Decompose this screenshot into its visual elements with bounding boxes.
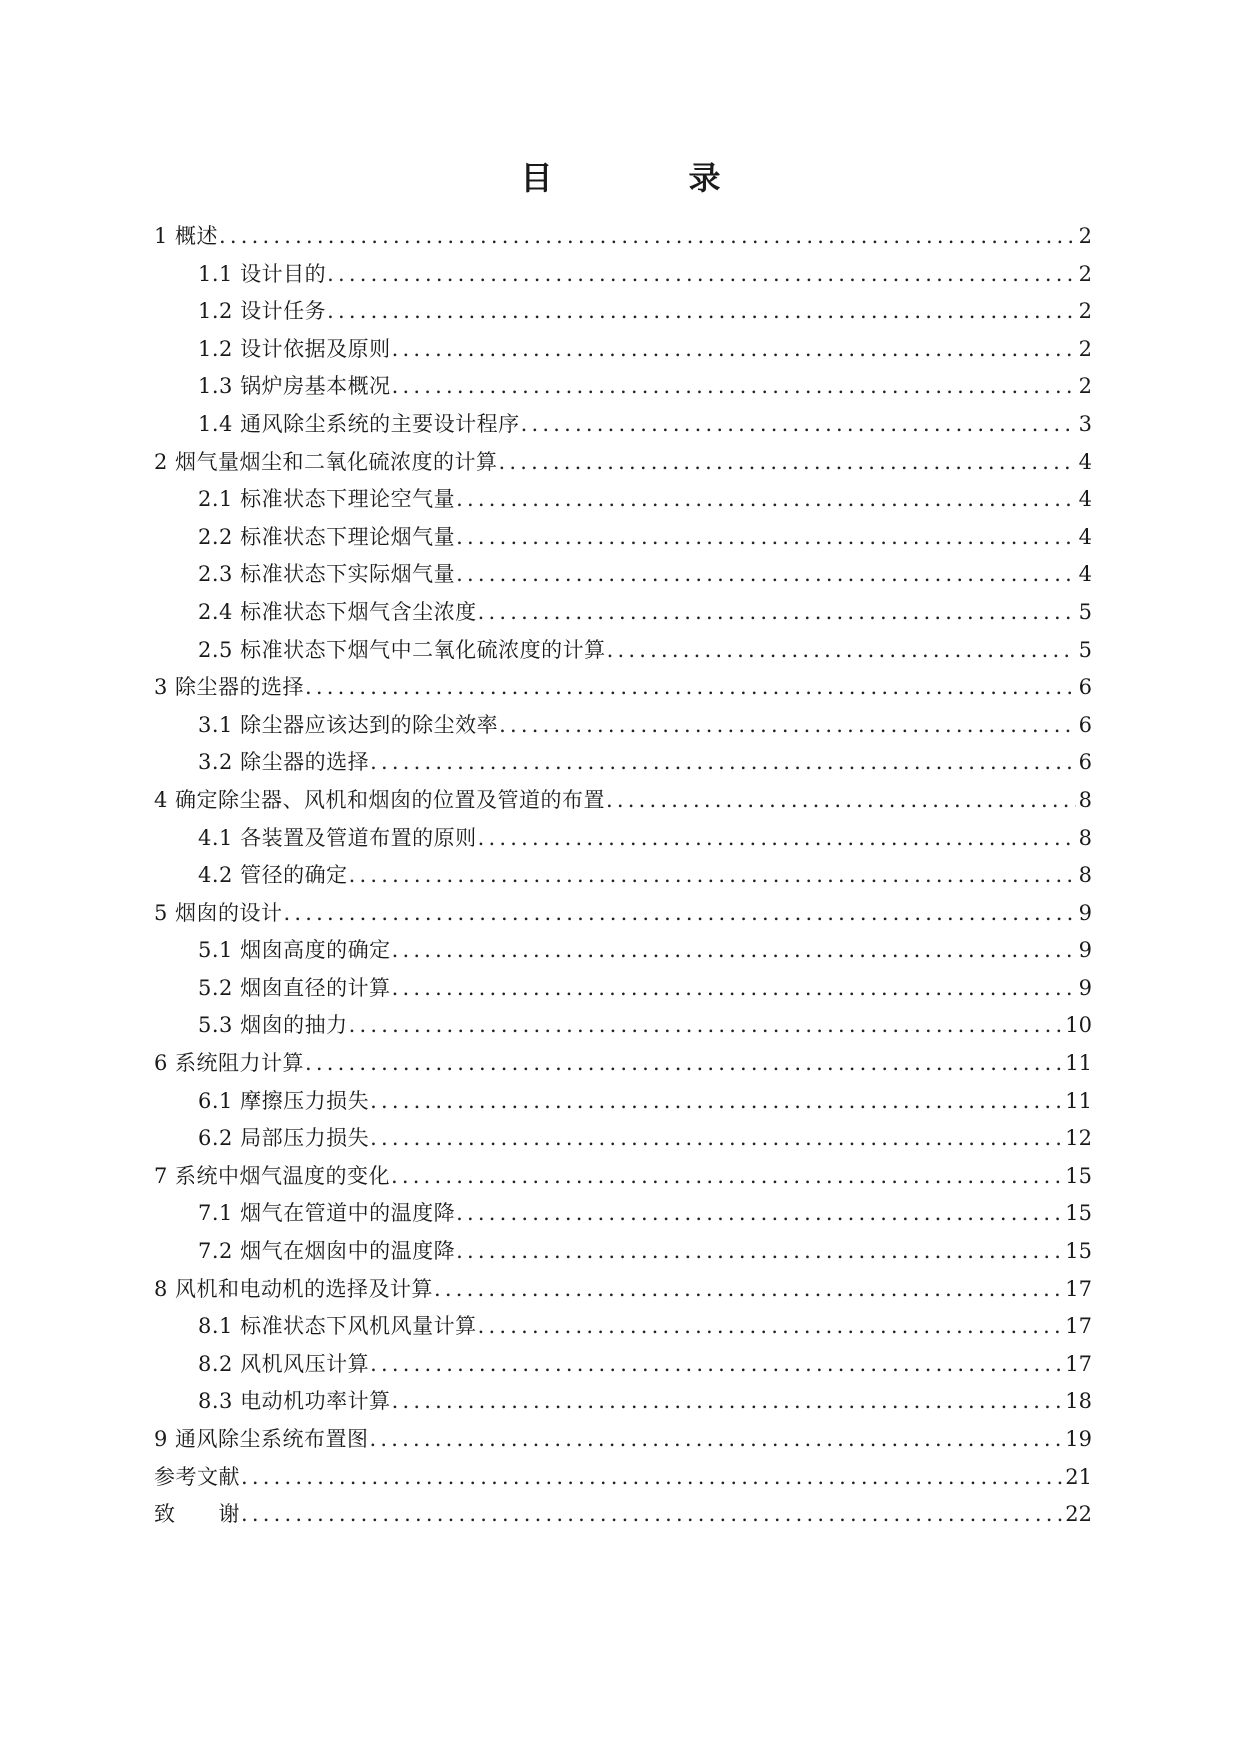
toc-chapter-entry[interactable]	[154, 1271, 1092, 1309]
toc-entry-label: 2.5 标准状态下烟气中二氧化硫浓度的计算	[198, 637, 606, 662]
toc-entry-label: 致 谢	[154, 1502, 240, 1527]
dot-leader	[305, 1045, 1062, 1083]
toc-section-entry[interactable]	[154, 1007, 1092, 1045]
toc-page-number: 5	[1078, 637, 1092, 662]
toc-section-entry[interactable]	[154, 1120, 1092, 1158]
toc-page-number: 9	[1078, 900, 1092, 925]
toc-section-entry[interactable]	[154, 857, 1092, 895]
toc-entry-label: 6 系统阻力计算	[154, 1051, 305, 1076]
toc-entry-label: 1.2 设计任务	[198, 299, 327, 324]
toc-entry-label: 5 烟囱的设计	[154, 900, 283, 925]
dot-leader	[456, 1233, 1062, 1271]
toc-chapter-entry[interactable]	[154, 1158, 1092, 1196]
toc-entry-label: 7.2 烟气在烟囱中的温度降	[198, 1239, 456, 1264]
toc-chapter-entry[interactable]	[154, 1421, 1092, 1459]
table-of-contents	[154, 218, 1092, 1534]
dot-leader	[392, 368, 1076, 406]
toc-page-number: 17	[1065, 1351, 1092, 1376]
dot-leader	[349, 1007, 1063, 1045]
toc-page-number: 9	[1078, 975, 1092, 1000]
toc-chapter-entry[interactable]	[154, 1496, 1092, 1534]
toc-section-entry[interactable]	[154, 1195, 1092, 1233]
toc-page-number: 3	[1078, 411, 1092, 436]
toc-chapter-entry[interactable]	[154, 669, 1092, 707]
dot-leader	[521, 406, 1076, 444]
toc-section-entry[interactable]	[154, 707, 1092, 745]
toc-entry-label: 9 通风除尘系统布置图	[154, 1427, 369, 1451]
dot-leader	[499, 707, 1076, 745]
toc-entry-label: 1.1 设计目的	[198, 261, 327, 286]
dot-leader	[456, 481, 1076, 519]
toc-page-number: 2	[1078, 374, 1092, 399]
toc-entry-label: 5.1 烟囱高度的确定	[198, 938, 391, 963]
toc-entry-label: 3 除尘器的选择	[154, 675, 305, 700]
toc-page-number: 17	[1065, 1276, 1092, 1301]
dot-leader	[370, 1421, 1063, 1459]
toc-entry-label: 6.1 摩擦压力损失	[198, 1088, 370, 1113]
toc-section-entry[interactable]	[154, 744, 1092, 782]
dot-leader	[284, 895, 1076, 933]
dot-leader	[499, 444, 1076, 482]
toc-entry-label: 参考文献	[154, 1464, 240, 1489]
toc-page-number: 10	[1065, 1013, 1092, 1038]
toc-page-number: 4	[1078, 449, 1092, 474]
toc-entry-label: 8.1 标准状态下风机风量计算	[198, 1314, 477, 1339]
dot-leader	[434, 1271, 1062, 1309]
toc-page-number: 4	[1078, 524, 1092, 549]
toc-section-entry[interactable]	[154, 556, 1092, 594]
dot-leader	[456, 519, 1076, 557]
toc-section-entry[interactable]	[154, 1383, 1092, 1421]
toc-page-number: 21	[1065, 1464, 1092, 1489]
toc-entry-label: 2.2 标准状态下理论烟气量	[198, 524, 456, 549]
toc-entry-label: 3.1 除尘器应该达到的除尘效率	[198, 712, 499, 737]
dot-leader	[392, 932, 1076, 970]
toc-entry-label: 1.4 通风除尘系统的主要设计程序	[198, 411, 520, 436]
dot-leader	[241, 1459, 1062, 1497]
toc-entry-label: 2 烟气量烟尘和二氧化硫浓度的计算	[154, 449, 498, 474]
toc-entry-label: 4.1 各装置及管道布置的原则	[198, 825, 477, 850]
toc-entry-label: 5.2 烟囱直径的计算	[198, 975, 391, 1000]
dot-leader	[456, 556, 1076, 594]
toc-page-number: 8	[1078, 825, 1092, 850]
toc-entry-label: 4 确定除尘器、风机和烟囱的位置及管道的布置	[154, 787, 606, 812]
toc-section-entry[interactable]	[154, 594, 1092, 632]
toc-page-number: 5	[1078, 599, 1092, 624]
toc-entry-label: 6.2 局部压力损失	[198, 1126, 370, 1151]
dot-leader	[478, 594, 1076, 632]
toc-page-number: 17	[1065, 1314, 1092, 1339]
dot-leader	[370, 744, 1076, 782]
toc-section-entry[interactable]	[154, 293, 1092, 331]
toc-page-number: 6	[1078, 750, 1092, 775]
dot-leader	[456, 1195, 1062, 1233]
dot-leader	[606, 782, 1076, 820]
toc-chapter-entry[interactable]	[154, 895, 1092, 933]
dot-leader	[219, 218, 1076, 256]
toc-entry-label: 2.3 标准状态下实际烟气量	[198, 562, 456, 587]
dot-leader	[370, 1083, 1062, 1121]
toc-entry-label: 1.3 锅炉房基本概况	[198, 374, 391, 399]
toc-entry-label: 2.1 标准状态下理论空气量	[198, 487, 456, 512]
toc-page-number: 15	[1065, 1239, 1092, 1264]
toc-page-number: 11	[1065, 1088, 1092, 1113]
toc-section-entry[interactable]	[154, 256, 1092, 294]
toc-entry-label: 1.2 设计依据及原则	[198, 336, 391, 361]
toc-page-number: 18	[1065, 1389, 1092, 1414]
toc-entry-label: 1 概述	[154, 224, 219, 248]
toc-entry-label: 4.2 管径的确定	[198, 863, 348, 888]
toc-section-entry[interactable]	[154, 1346, 1092, 1384]
dot-leader	[305, 669, 1076, 707]
toc-entry-label: 7 系统中烟气温度的变化	[154, 1163, 391, 1188]
toc-page-number: 11	[1065, 1051, 1092, 1076]
dot-leader	[392, 970, 1076, 1008]
toc-page-number: 15	[1065, 1201, 1092, 1226]
toc-section-entry[interactable]	[154, 519, 1092, 557]
toc-page-number: 8	[1078, 787, 1092, 812]
dot-leader	[478, 1308, 1063, 1346]
toc-page-number: 9	[1078, 938, 1092, 963]
toc-section-entry[interactable]	[154, 820, 1092, 858]
dot-leader	[327, 293, 1076, 331]
toc-page-number: 4	[1078, 562, 1092, 587]
toc-entry-label: 8.3 电动机功率计算	[198, 1389, 391, 1414]
dot-leader	[607, 632, 1076, 670]
toc-page-number: 6	[1078, 675, 1092, 700]
toc-entry-label: 8.2 风机风压计算	[198, 1351, 370, 1376]
toc-entry-label: 3.2 除尘器的选择	[198, 750, 370, 775]
toc-page-number: 2	[1078, 299, 1092, 324]
dot-leader	[391, 1158, 1062, 1196]
toc-page-number: 2	[1078, 224, 1092, 248]
toc-section-entry[interactable]	[154, 368, 1092, 406]
dot-leader	[241, 1496, 1062, 1534]
toc-page-number: 22	[1065, 1502, 1092, 1527]
toc-page-number: 2	[1078, 336, 1092, 361]
dot-leader	[478, 820, 1076, 858]
toc-page-number: 4	[1078, 487, 1092, 512]
toc-page-number: 6	[1078, 712, 1092, 737]
toc-section-entry[interactable]	[154, 970, 1092, 1008]
dot-leader	[349, 857, 1076, 895]
toc-page-number: 19	[1065, 1427, 1092, 1451]
toc-section-entry[interactable]	[154, 932, 1092, 970]
toc-page-number: 12	[1065, 1126, 1092, 1151]
toc-chapter-entry[interactable]	[154, 1045, 1092, 1083]
toc-page-number: 2	[1078, 261, 1092, 286]
toc-entry-label: 2.4 标准状态下烟气含尘浓度	[198, 599, 477, 624]
dot-leader	[392, 331, 1076, 369]
toc-chapter-entry[interactable]	[154, 1459, 1092, 1497]
toc-page-number: 15	[1065, 1163, 1092, 1188]
dot-leader	[370, 1346, 1062, 1384]
toc-section-entry[interactable]	[154, 481, 1092, 519]
toc-entry-label: 8 风机和电动机的选择及计算	[154, 1276, 434, 1301]
page-title: 目 录	[520, 159, 773, 197]
toc-section-entry[interactable]	[154, 406, 1092, 444]
toc-entry-label: 7.1 烟气在管道中的温度降	[198, 1201, 456, 1226]
toc-chapter-entry[interactable]	[154, 218, 1092, 256]
dot-leader	[327, 256, 1076, 294]
toc-section-entry[interactable]	[154, 1308, 1092, 1346]
toc-section-entry[interactable]	[154, 331, 1092, 369]
toc-chapter-entry[interactable]	[154, 782, 1092, 820]
toc-chapter-entry[interactable]	[154, 444, 1092, 482]
dot-leader	[392, 1383, 1063, 1421]
toc-section-entry[interactable]	[154, 1083, 1092, 1121]
toc-section-entry[interactable]	[154, 1233, 1092, 1271]
toc-section-entry[interactable]	[154, 632, 1092, 670]
toc-page-number: 8	[1078, 863, 1092, 888]
dot-leader	[370, 1120, 1062, 1158]
toc-entry-label: 5.3 烟囱的抽力	[198, 1013, 348, 1038]
